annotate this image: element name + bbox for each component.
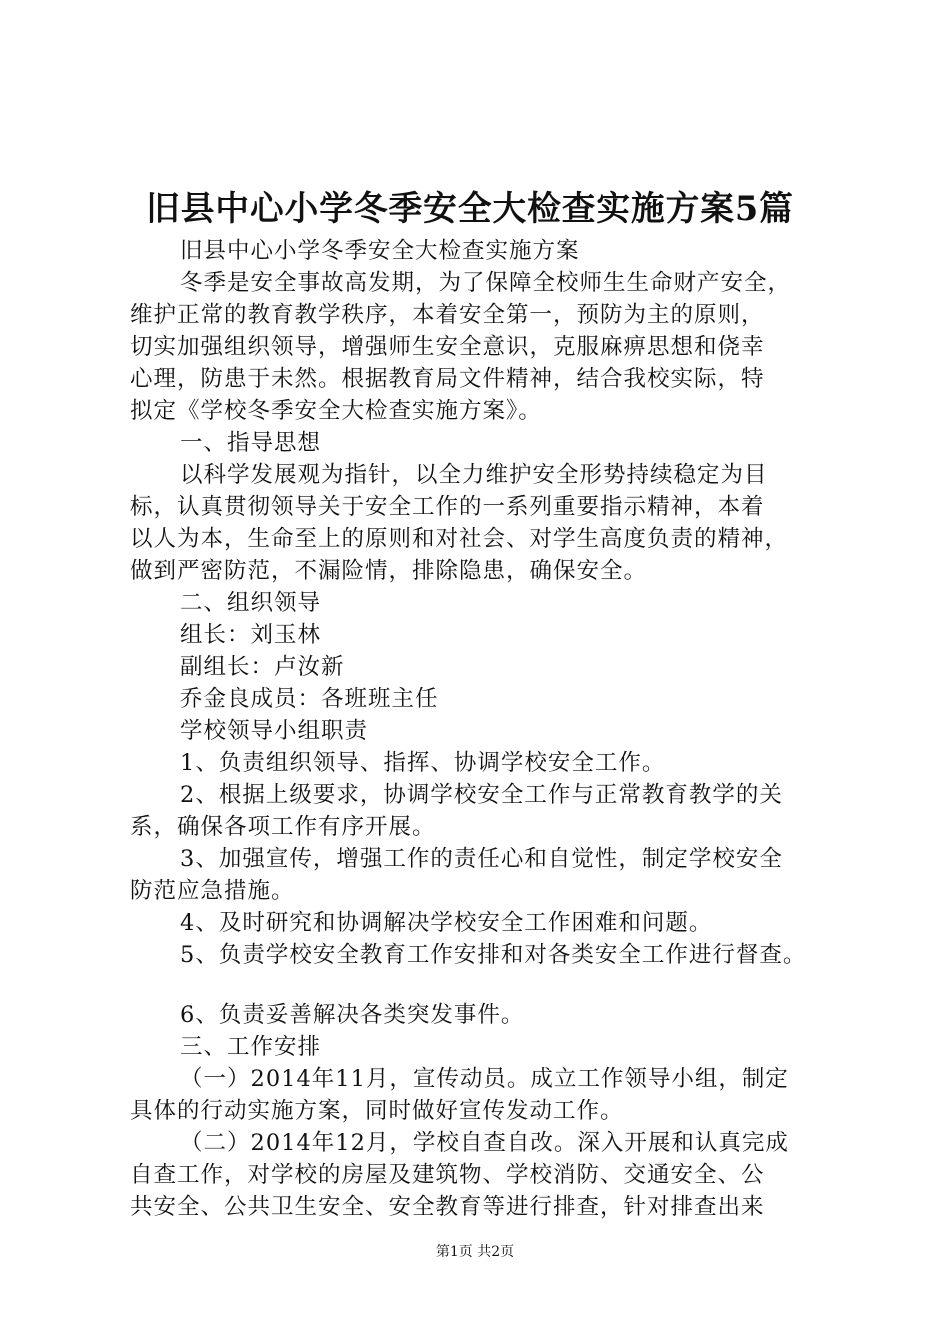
page-footer: 第1页 共2页: [435, 1244, 515, 1260]
section-heading: 二、组织领导: [180, 590, 322, 616]
paragraph-line: 共安全、公共卫生安全、安全教育等进行排查，针对排查出来: [130, 1194, 765, 1220]
list-item: 6、负责妥善解决各类突发事件。: [180, 1002, 525, 1028]
list-item: 1、负责组织领导、指挥、协调学校安全工作。: [180, 750, 666, 776]
list-item: 系，确保各项工作有序开展。: [130, 814, 436, 840]
paragraph-line: 组长：刘玉林: [180, 622, 322, 648]
paragraph-line: 学校领导小组职责: [180, 718, 369, 744]
paragraph-line: 乔金良成员：各班班主任: [180, 686, 439, 712]
section-heading: 三、工作安排: [180, 1034, 322, 1060]
section-heading: 一、指导思想: [180, 430, 322, 456]
list-item: 2、根据上级要求，协调学校安全工作与正常教育教学的关: [180, 782, 783, 808]
paragraph-line: 拟定《学校冬季安全大检查实施方案》。: [130, 398, 542, 424]
paragraph-line: 切实加强组织领导，增强师生安全意识，克服麻痹思想和侥幸: [130, 334, 765, 360]
paragraph-line: 旧县中心小学冬季安全大检查实施方案: [180, 238, 580, 264]
paragraph-line: 具体的行动实施方案，同时做好宣传发动工作。: [130, 1098, 624, 1124]
list-item: 防范应急措施。: [130, 878, 295, 904]
paragraph-line: （一）2014年11月，宣传动员。成立工作领导小组，制定: [180, 1066, 789, 1092]
document-title: 旧县中心小学冬季安全大检查实施方案5篇: [146, 189, 794, 229]
paragraph-line: 冬季是安全事故高发期，为了保障全校师生生命财产安全，: [180, 270, 792, 296]
list-item: 3、加强宣传，增强工作的责任心和自觉性，制定学校安全: [180, 846, 783, 872]
list-item: 5、负责学校安全教育工作安排和对各类安全工作进行督查。: [180, 942, 807, 968]
paragraph-line: 做到严密防范，不漏险情，排除隐患，确保安全。: [130, 558, 648, 584]
paragraph-line: 以科学发展观为指针，以全力维护安全形势持续稳定为目: [180, 462, 768, 488]
paragraph-line: （二）2014年12月，学校自查自改。深入开展和认真完成: [180, 1130, 789, 1156]
paragraph-line: 标，认真贯彻领导关于安全工作的一系列重要指示精神，本着: [130, 494, 765, 520]
list-item: 4、及时研究和协调解决学校安全工作困难和问题。: [180, 910, 713, 936]
paragraph-line: 副组长：卢汝新: [180, 654, 345, 680]
paragraph-line: 自查工作，对学校的房屋及建筑物、学校消防、交通安全、公: [130, 1162, 765, 1188]
paragraph-line: 心理，防患于未然。根据教育局文件精神，结合我校实际，特: [130, 366, 765, 392]
paragraph-line: 维护正常的教育教学秩序，本着安全第一，预防为主的原则，: [130, 302, 765, 328]
paragraph-line: 以人为本，生命至上的原则和对社会、对学生高度负责的精神，: [130, 526, 789, 552]
